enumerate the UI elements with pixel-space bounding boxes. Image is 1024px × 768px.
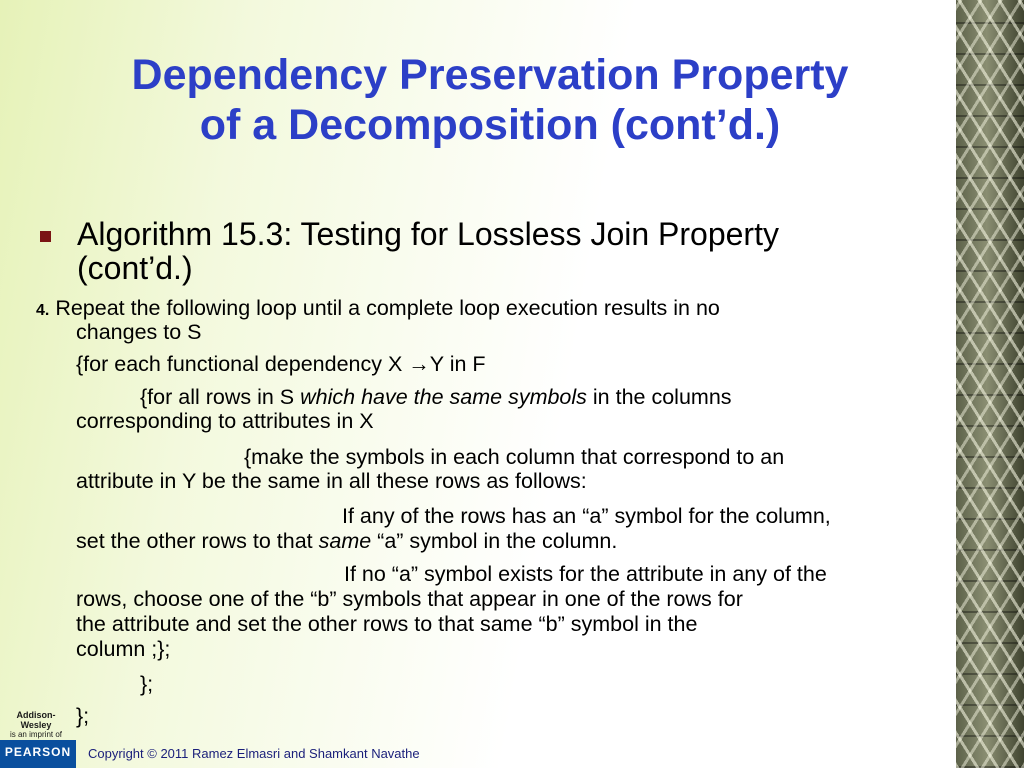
step-line-3 <box>76 352 486 377</box>
title-line-2: of a Decomposition (cont’d.) <box>199 101 781 149</box>
pearson-logo: PEARSON <box>0 740 76 768</box>
step-line-1-text: Repeat the following loop until a complete loop execution results in no <box>55 296 720 320</box>
step-line-4 <box>140 385 732 410</box>
line-4-italic: which have the same symbols <box>300 385 587 409</box>
publisher-name: Addison-Wesley <box>16 710 56 730</box>
line-9-italic: same <box>318 529 372 553</box>
imprint-note: is an imprint of <box>9 730 63 739</box>
step-line-9 <box>76 529 617 554</box>
step-line-13: column ;}; <box>76 637 171 661</box>
step-line-7: attribute in Y be the same in all these rows as follows: <box>76 469 587 493</box>
line-9-part-a: set the other rows to that <box>76 529 319 553</box>
line-4-part-b: in the columns <box>586 385 732 409</box>
step-line-2: changes to S <box>76 320 202 344</box>
step-line-15: }; <box>76 704 90 728</box>
right-arrow-icon: → <box>408 352 430 376</box>
step-line-14: }; <box>140 672 154 696</box>
line-3-part-a: {for each functional dependency X <box>76 352 409 376</box>
step-line-10: If no “a” symbol exists for the attribute in any of the <box>344 562 827 586</box>
step-line-5: corresponding to attributes in X <box>76 409 374 433</box>
slide-title <box>40 50 940 150</box>
square-bullet-icon <box>40 231 51 242</box>
addison-wesley-logo <box>4 710 68 740</box>
line-4-part-a: {for all rows in S <box>140 385 301 409</box>
line-3-part-b: Y in F <box>429 352 486 376</box>
line-9-part-b: “a” symbol in the column. <box>371 529 618 553</box>
step-line-6: {make the symbols in each column that correspond to an <box>244 445 785 469</box>
decorative-side-photo <box>956 0 1024 768</box>
bullet-text-line-1: Algorithm 15.3: Testing for Lossless Join Property <box>77 216 779 252</box>
step-number: 4. <box>36 302 50 319</box>
bullet-text-line-2: (cont’d.) <box>77 250 193 286</box>
copyright-footer: Copyright © 2011 Ramez Elmasri and Shamkant Navathe <box>88 746 420 761</box>
step-line-12: the attribute and set the other rows to that same “b” symbol in the <box>76 612 698 636</box>
bullet-item <box>34 217 914 285</box>
step-line-11: rows, choose one of the “b” symbols that appear in one of the rows for <box>76 587 743 611</box>
step-line-8: If any of the rows has an “a” symbol for the column, <box>342 504 831 528</box>
step-line-1 <box>36 296 720 323</box>
title-line-1: Dependency Preservation Property <box>131 51 849 99</box>
